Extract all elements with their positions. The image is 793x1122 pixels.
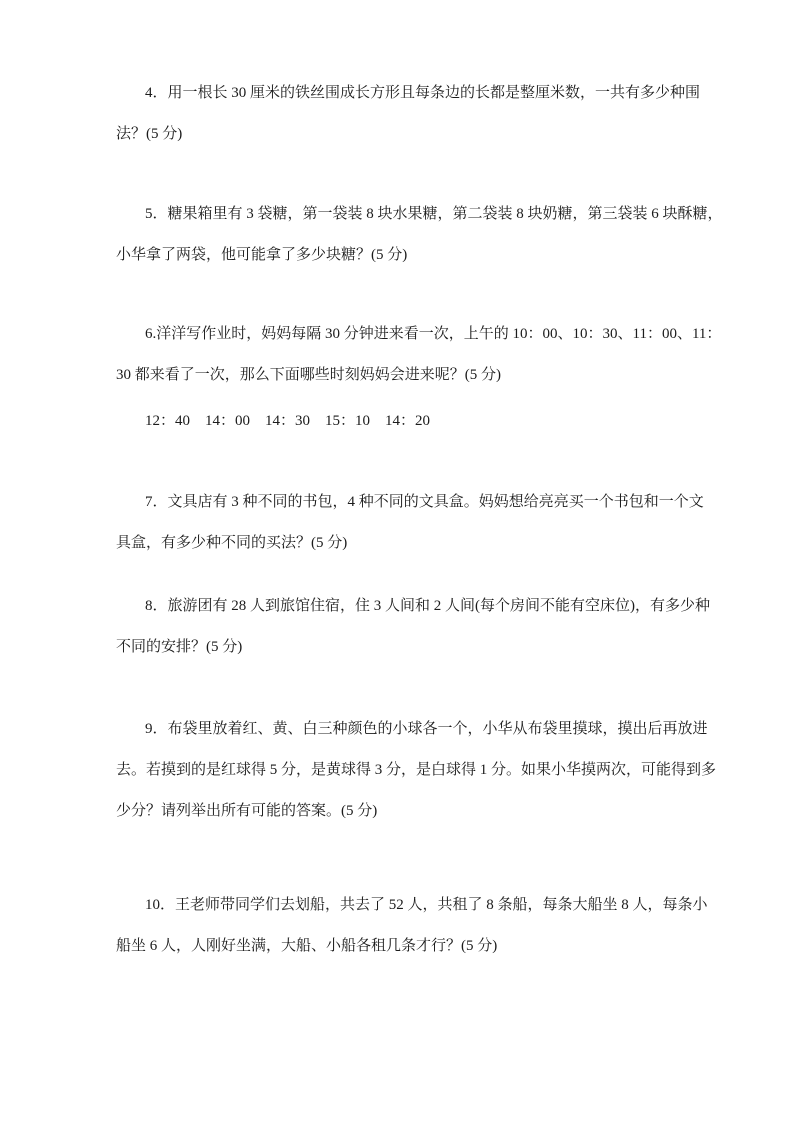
question-9-line-1: 9．布袋里放着红、黄、白三种颜色的小球各一个，小华从布袋里摸球，摸出后再放进 <box>145 721 708 737</box>
question-7-line-2: 具盒，有多少种不同的买法？(5 分) <box>116 535 348 551</box>
question-6 <box>116 314 722 442</box>
question-9-line-2: 去。若摸到的是红球得 5 分，是黄球得 3 分，是白球得 1 分。如果小华摸两次，可能得到多 <box>116 762 717 778</box>
question-7-line-1: 7．文具店有 3 种不同的书包，4 种不同的文具盒。妈妈想给亮亮买一个书包和一个文 <box>145 494 704 510</box>
question-6-line-1: 6.洋洋写作业时，妈妈每隔 30 分钟进来看一次，上午的 10：00、10：30、11：00、11： <box>145 326 722 342</box>
question-10-line-1: 10．王老师带同学们去划船，共去了 52 人，共租了 8 条船，每条大船坐 8 人，每条小 <box>145 897 708 913</box>
question-5 <box>116 194 723 276</box>
question-7 <box>116 482 704 564</box>
question-4-line-2: 法？(5 分) <box>116 126 183 142</box>
question-6-time-options: 12：40 14：00 14：30 15：10 14：20 <box>145 413 431 429</box>
question-5-line-1: 5．糖果箱里有 3 袋糖，第一袋装 8 块水果糖，第二袋装 8 块奶糖，第三袋装 6 块酥糖， <box>145 206 723 222</box>
question-10 <box>116 885 708 967</box>
question-4 <box>116 73 701 155</box>
question-8-line-2: 不同的安排？(5 分) <box>116 639 243 655</box>
question-9-line-3: 少分？请列举出所有可能的答案。(5 分) <box>116 803 378 819</box>
question-4-line-1: 4．用一根长 30 厘米的铁丝围成长方形且每条边的长都是整厘米数，一共有多少种围 <box>145 85 701 101</box>
question-6-line-2: 30 都来看了一次，那么下面哪些时刻妈妈会进来呢？(5 分) <box>116 367 501 383</box>
question-8 <box>116 586 710 668</box>
question-5-line-2: 小华拿了两袋，他可能拿了多少块糖？(5 分) <box>116 247 408 263</box>
question-10-line-2: 船坐 6 人，人刚好坐满，大船、小船各租几条才行？(5 分) <box>116 938 498 954</box>
question-9 <box>116 709 717 832</box>
question-8-line-1: 8．旅游团有 28 人到旅馆住宿，住 3 人间和 2 人间(每个房间不能有空床位)，有多少种 <box>145 598 710 614</box>
